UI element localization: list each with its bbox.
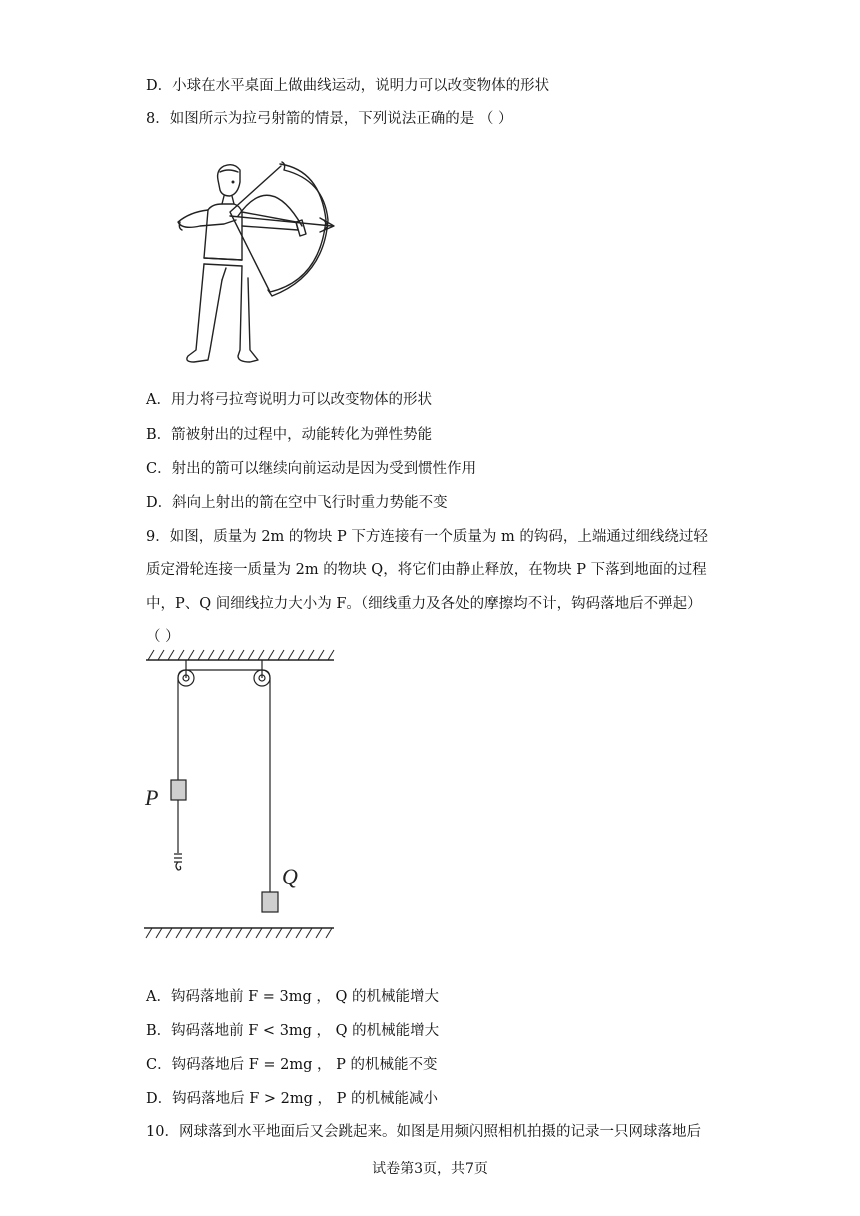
q9-stem-line-3: 中，P、Q 间细线拉力大小为 F。（细线重力及各处的摩擦均不计，钩码落地后不弹起） [146, 596, 702, 612]
q8-stem: 8．如图所示为拉弓射箭的情景，下列说法正确的是 （ ） [146, 111, 513, 127]
q9-stem-line-1: 9．如图，质量为 2m 的物块 P 下方连接有一个质量为 m 的钩码，上端通过细线绕过轻 [146, 529, 708, 545]
q8-option-a: A．用力将弓拉弯说明力可以改变物体的形状 [146, 392, 432, 408]
q9-option-b: B．钩码落地前 F < 3mg ， Q 的机械能增大 [146, 1023, 440, 1039]
label-q: Q [282, 864, 298, 889]
q10-stem: 10．网球落到水平地面后又会跳起来。如图是用频闪照相机拍摄的记录一只网球落地后 [146, 1124, 701, 1140]
label-p: P [145, 785, 159, 810]
q8-option-d: D．斜向上射出的箭在空中飞行时重力势能不变 [146, 495, 448, 511]
q8-option-b: B．箭被射出的过程中，动能转化为弹性势能 [146, 427, 433, 443]
q9-option-c: C．钩码落地后 F = 2mg ， P 的机械能不变 [146, 1057, 438, 1073]
q9-option-a: A．钩码落地前 F = 3mg ， Q 的机械能增大 [146, 989, 439, 1005]
q9-stem-line-2: 质定滑轮连接一质量为 2m 的物块 Q，将它们由静止释放，在物块 P 下落到地面的过程 [146, 562, 707, 578]
q9-stem-line-4: （ ） [146, 629, 180, 645]
q8-option-c: C．射出的箭可以继续向前运动是因为受到惯性作用 [146, 461, 477, 477]
q7-option-d: D．小球在水平桌面上做曲线运动，说明力可以改变物体的形状 [146, 78, 550, 94]
page-footer: 试卷第3页，共7页 [372, 1161, 488, 1177]
q9-option-d: D．钩码落地后 F > 2mg ， P 的机械能减小 [146, 1091, 439, 1107]
pulley-figure [140, 648, 340, 948]
archer-figure [160, 150, 345, 375]
